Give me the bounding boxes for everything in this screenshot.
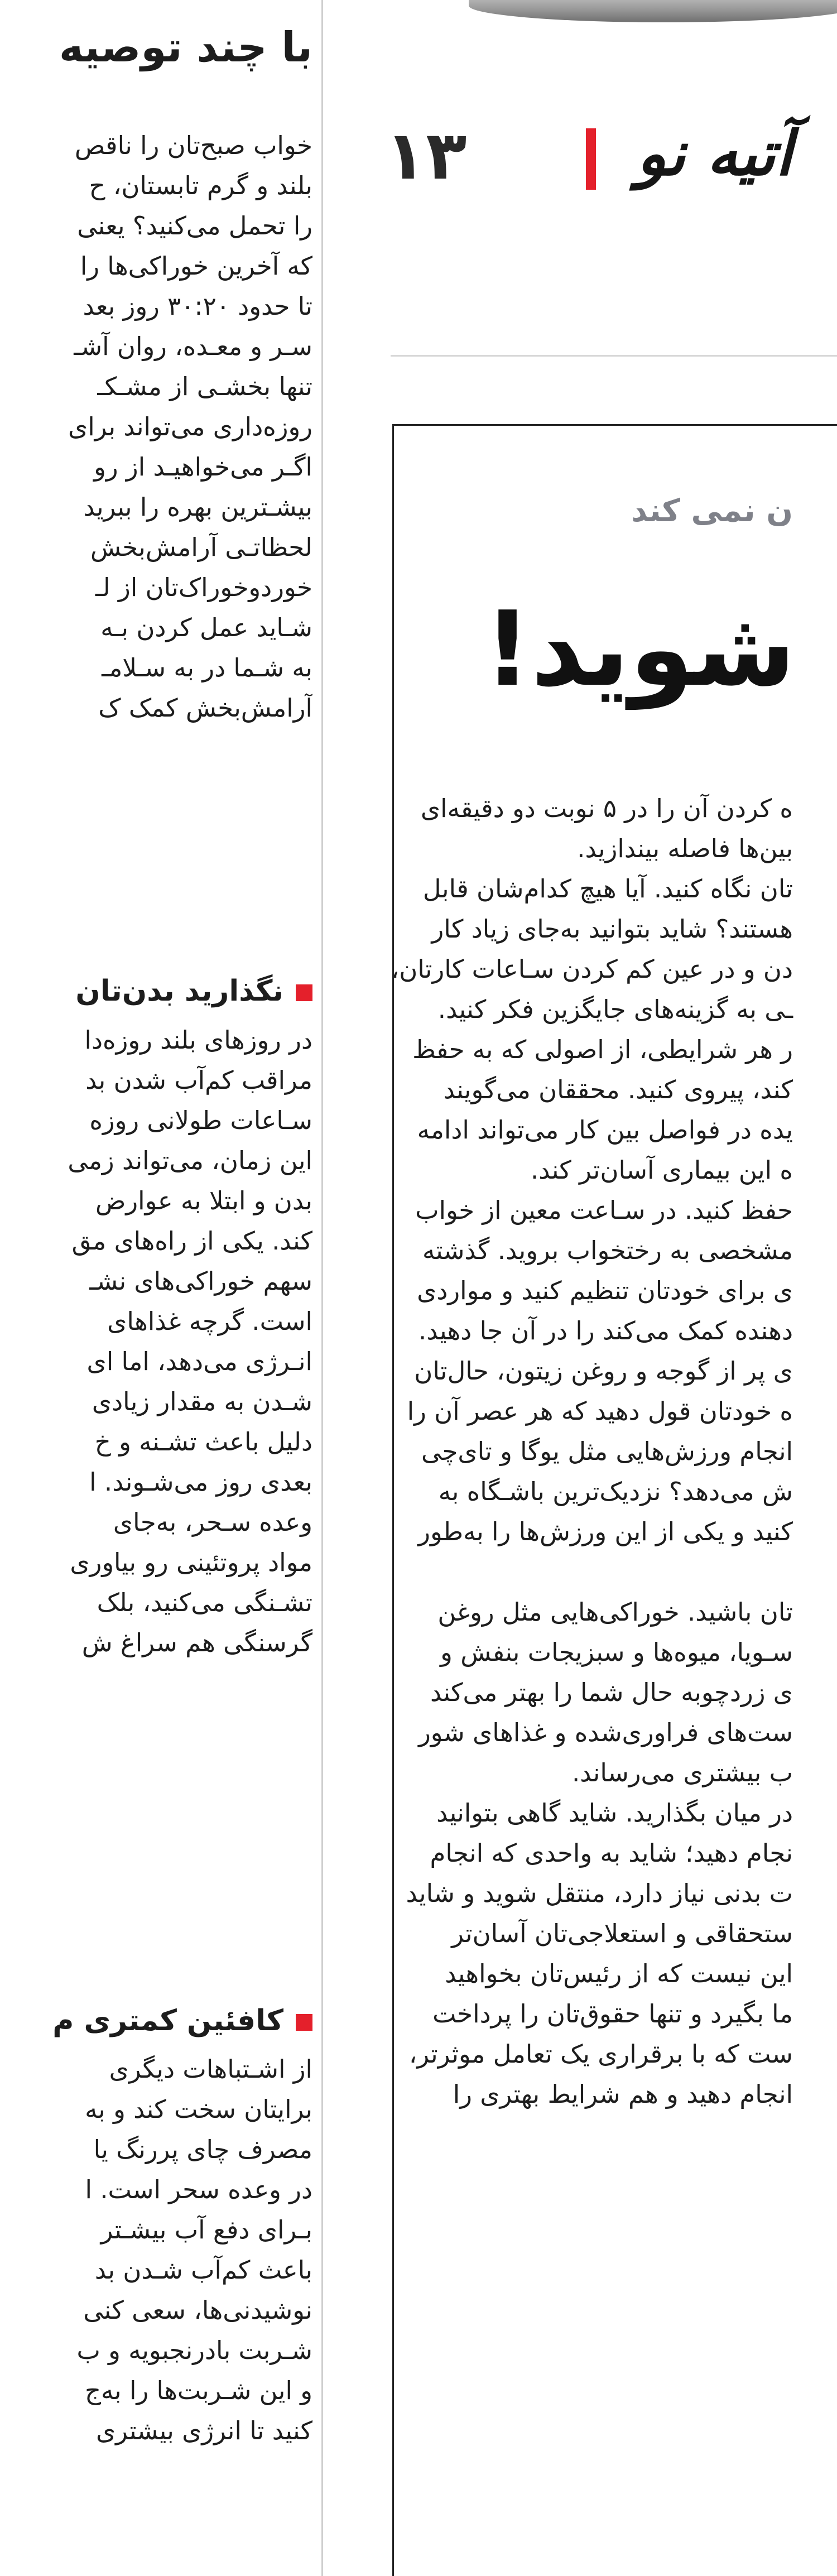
- text-line: و این شـربت‌ها را به‌ج: [84, 2376, 312, 2405]
- text-line: سهم خوراکی‌های نشـ: [89, 1266, 312, 1296]
- text-line: که آخرین خوراکی‌ها را: [80, 251, 312, 281]
- column-divider: [321, 0, 323, 2576]
- text-line: دن و در عین کم کردن سـاعات کارتان،: [391, 954, 793, 984]
- left-section1-paragraph: [0, 1020, 312, 1663]
- text-line: ی زردچوبه حال شما را بهتر می‌کند: [430, 1678, 793, 1707]
- text-line: ما بگیرد و تنها حقوق‌تان را پرداخت: [432, 1999, 793, 2029]
- text-line: برایتان سخت کند و به: [85, 2094, 312, 2124]
- text-line: نجام دهید؛ شاید به واحدی که انجام: [430, 1838, 793, 1868]
- text-line: سـاعات طولانی روزه: [89, 1106, 312, 1135]
- left-article-column: [0, 0, 312, 2576]
- text-line: سـر و معـده، روان آشـ: [74, 331, 312, 361]
- text-line: تان باشید. خوراکی‌هایی مثل روغن: [437, 1597, 793, 1627]
- red-square-icon: [296, 984, 312, 1001]
- text-line: روزه‌داری می‌تواند برای: [68, 412, 312, 441]
- header-rule: [391, 355, 837, 357]
- top-photo-fragment: [469, 0, 837, 22]
- text-line: مصرف چای پررنگ یا: [93, 2135, 312, 2164]
- text-line: ه کردن آن را در ۵ نوبت دو دقیقه‌ای: [420, 794, 793, 823]
- text-line: کنید و یکی از این ورزش‌ها را به‌طور: [418, 1517, 793, 1546]
- page-number: ۱۳: [385, 117, 467, 195]
- text-line: نوشیدنی‌ها، سعی کنی: [83, 2295, 312, 2325]
- section-heading-caffeine: کافئین کمتری م: [52, 2001, 312, 2041]
- text-line: این نیست که از رئیس‌تان بخواهید: [445, 1959, 793, 1988]
- text-line: انـرژی می‌دهد، اما ای: [86, 1347, 312, 1376]
- text-line: شـدن به مقدار زیادی: [92, 1387, 312, 1416]
- article-headline: شوید!: [484, 589, 796, 709]
- text-line: هستند؟ شاید بتوانید به‌جای زیاد کار: [431, 914, 793, 944]
- article-box: [392, 424, 837, 2576]
- text-line: دلیل باعث تشـنه و خ: [94, 1427, 312, 1457]
- text-line: ت بدنی نیاز دارد، منتقل شوید و شاید: [406, 1878, 793, 1908]
- text-line: خوردوخوراک‌تان از لـ: [95, 573, 312, 602]
- section-heading-hydration: نگذارید بدن‌تان: [75, 971, 312, 1011]
- text-line: به شـما در به سـلامـ: [102, 653, 312, 683]
- text-line: سـویا، میوه‌ها و سبزیجات بنفش و: [440, 1637, 793, 1667]
- text-line: لحظاتـی آرامش‌بخش: [90, 532, 312, 562]
- text-line: است. گرچه غذاهای: [107, 1306, 312, 1336]
- text-line: را تحمل می‌کنید؟ یعنی: [77, 211, 312, 241]
- text-line: شـربت بادرنجبویه و ب: [76, 2335, 312, 2365]
- text-line: تشـنگی می‌کنید، بلک: [97, 1588, 312, 1617]
- text-line: بلند و گرم تابستان، ح: [89, 171, 312, 200]
- text-line: خواب صبح‌تان را ناقص: [74, 131, 312, 160]
- text-line: مشخصی به رختخواب بروید. گذشته: [422, 1236, 793, 1265]
- text-line: کند، پیروی کنید. محققان می‌گویند: [443, 1075, 793, 1104]
- article-kicker: ن نمی کند: [631, 493, 793, 529]
- text-line: کند. یکی از راه‌های مق: [71, 1226, 312, 1256]
- text-line: اگـر می‌خواهیـد از رو: [94, 452, 312, 482]
- left-section2-paragraph: [0, 2049, 312, 2451]
- text-line: بـرای دفع آب بیشـتر: [100, 2215, 312, 2245]
- text-line: ه خودتان قول دهید که هر عصر آن را: [407, 1396, 793, 1426]
- text-line: بین‌ها فاصله بیندازید.: [577, 834, 793, 863]
- text-line: [335, 1552, 793, 1592]
- text-line: گرسنگی هم سراغ ش: [81, 1628, 312, 1657]
- text-line: در روزهای بلند روزه‌دا: [84, 1025, 312, 1055]
- left-article-subtitle: با چند توصیه: [59, 23, 312, 71]
- article-body: [335, 789, 793, 2114]
- text-line: ی برای خودتان تنظیم کنید و مواردی: [417, 1276, 793, 1305]
- text-line: حفظ کنید. در سـاعت معین از خواب: [415, 1195, 793, 1225]
- text-line: وعده سـحر، به‌جای: [113, 1507, 312, 1537]
- text-line: ی پر از گوجه و روغن زیتون، حال‌تان: [414, 1356, 793, 1386]
- text-line: ست که با برقراری یک تعامل موثرتر،: [408, 2039, 793, 2069]
- text-line: بعدی روز می‌شـوند. ا: [89, 1467, 312, 1497]
- text-line: این زمان، می‌تواند زمی: [68, 1146, 312, 1175]
- text-line: انجام ورزش‌هایی مثل یوگا و تای‌چی: [421, 1436, 793, 1466]
- text-line: از اشـتباهات دیگری: [109, 2054, 312, 2084]
- text-line: در میان بگذارید. شاید گاهی بتوانید: [436, 1798, 793, 1828]
- text-line: انجام دهید و هم شرایط بهتری را: [453, 2079, 793, 2109]
- text-line: ـی به گزینه‌های جایگزین فکر کنید.: [437, 994, 793, 1024]
- right-page-column: [335, 0, 837, 2576]
- text-line: تنها بخشـی از مشـکـ: [97, 372, 312, 401]
- text-line: در وعده سحر است. ا: [85, 2175, 312, 2204]
- text-line: ب بیشتری می‌رساند.: [571, 1758, 793, 1787]
- text-line: یده در فواصل بین کار می‌تواند ادامه: [417, 1115, 793, 1145]
- text-line: مواد پروتئینی رو بیاوری: [70, 1547, 312, 1577]
- left-intro-paragraph: [0, 126, 312, 728]
- text-line: ه این بیماری آسان‌تر کند.: [530, 1155, 793, 1185]
- text-line: مراقب کم‌آب شدن بد: [85, 1065, 312, 1095]
- text-line: بیشـترین بهره را ببرید: [83, 492, 312, 522]
- text-line: ر هر شرایطی، از اصولی که به حفظ: [412, 1035, 793, 1064]
- text-line: کنید تا انرژی بیشتری: [95, 2416, 312, 2445]
- text-line: تان نگاه کنید. آیا هیچ کدام‌شان قابل: [422, 874, 793, 903]
- text-line: ستحقاقی و استعلاجی‌تان آسان‌تر: [451, 1919, 793, 1948]
- text-line: ست‌های فراوری‌شده و غذاهای شور: [419, 1718, 793, 1747]
- red-square-icon: [296, 2014, 312, 2031]
- text-line: ش می‌دهد؟ نزدیک‌ترین باشـگاه به: [438, 1477, 793, 1506]
- text-line: بدن و ابتلا به عوارض: [95, 1186, 312, 1215]
- text-line: آرامش‌بخش کمک ک: [98, 693, 312, 723]
- text-line: باعث کم‌آب شـدن بد: [94, 2255, 312, 2285]
- page-header: [385, 117, 809, 201]
- text-line: شـاید عمل کردن بـه: [100, 613, 312, 642]
- text-line: دهنده کمک می‌کند را در آن جا دهید.: [419, 1316, 793, 1345]
- magazine-logo: آتیه نو: [636, 117, 792, 189]
- text-line: تا حدود ۳۰:۲۰ روز بعد: [83, 291, 312, 321]
- header-red-divider: [586, 128, 596, 190]
